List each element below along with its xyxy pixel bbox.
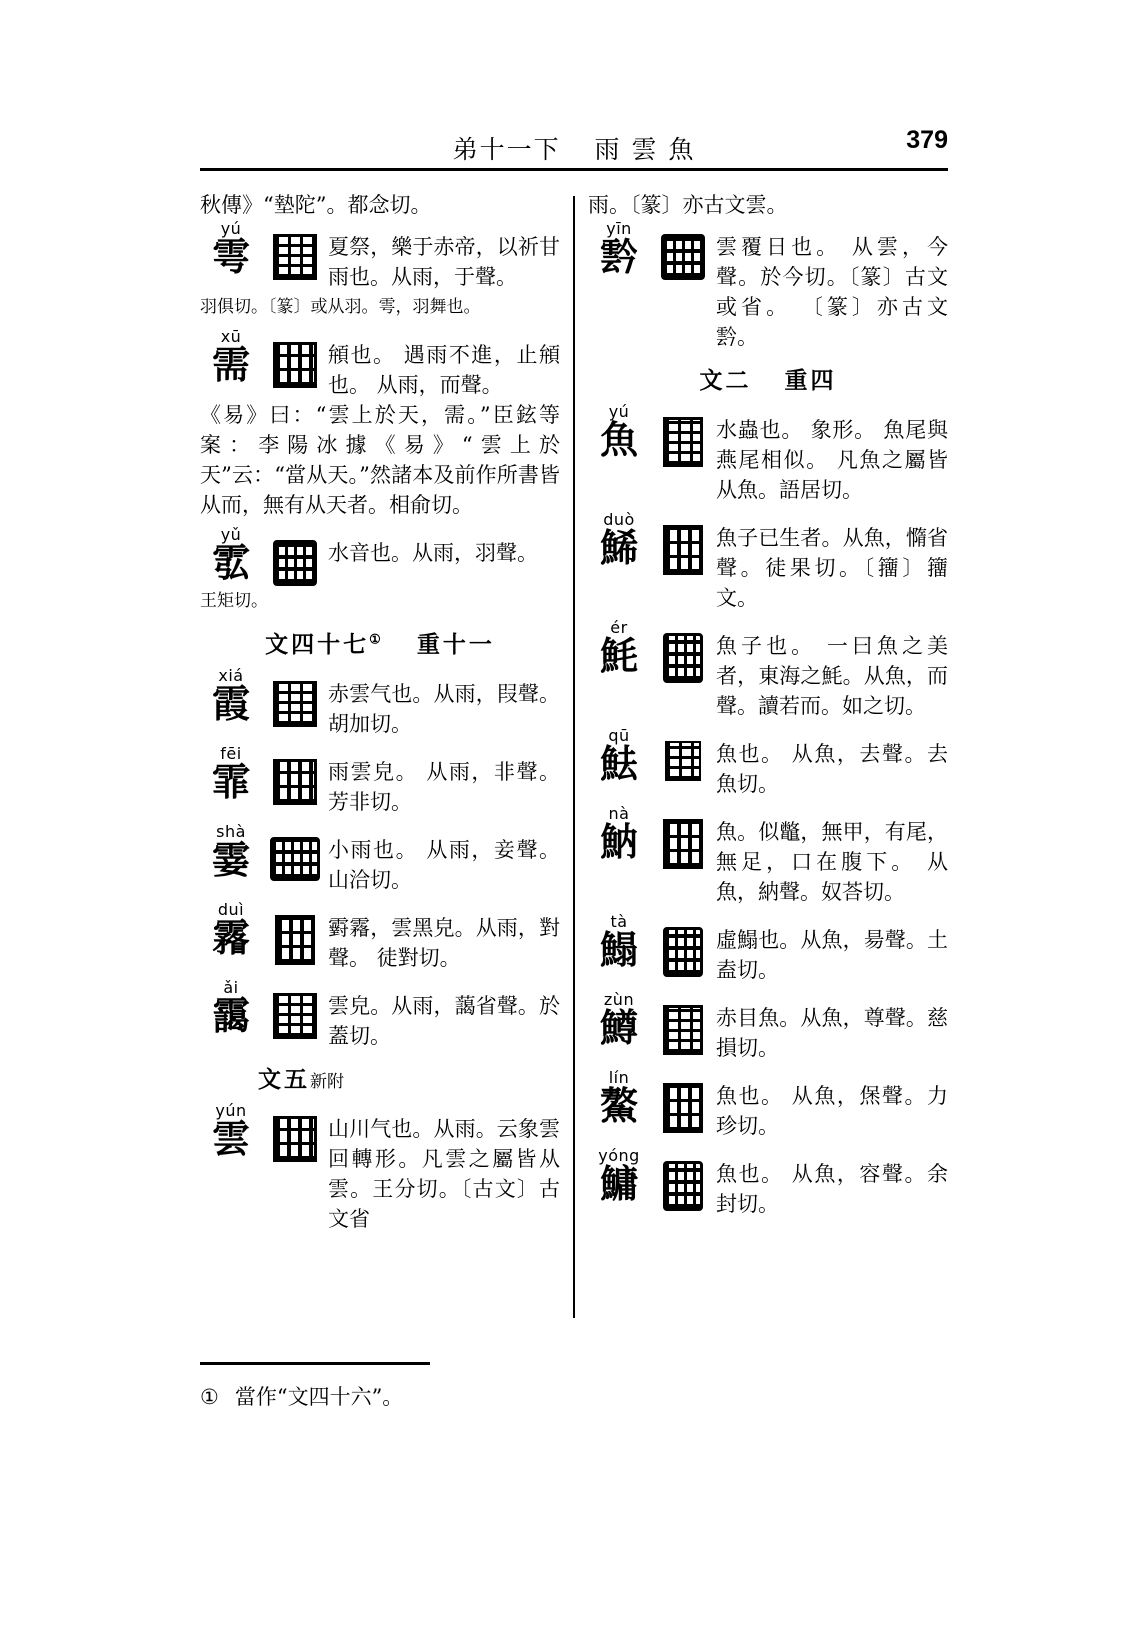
pinyin: duì <box>217 900 245 919</box>
footnote-marker: ① <box>200 1385 219 1409</box>
pinyin: qū <box>608 726 630 745</box>
pinyin: xū <box>220 327 242 346</box>
section-footnote-marker: ① <box>369 632 384 648</box>
headword-cell <box>588 991 650 1048</box>
right-column <box>588 190 948 1330</box>
seal-script-glyph <box>663 819 703 869</box>
headword-char: 魹 <box>599 633 638 678</box>
entry-zun <box>588 991 948 1063</box>
section-repeat-count: 重十一 <box>416 631 495 658</box>
footnote <box>200 1382 800 1412</box>
section-count-text: 文五 <box>258 1066 310 1093</box>
seal-script-glyph <box>273 1116 317 1162</box>
entry-head <box>200 526 560 586</box>
headword-char: 需 <box>211 342 250 387</box>
pinyin: xiá <box>218 666 244 685</box>
entry-head <box>588 403 948 505</box>
entry-head <box>588 1069 948 1141</box>
header-divider <box>200 168 948 171</box>
page-number: 379 <box>906 126 948 154</box>
headword-cell <box>200 328 262 385</box>
headword-cell <box>588 220 650 277</box>
headword-cell <box>200 1102 262 1159</box>
seal-script-glyph <box>270 837 320 881</box>
entry-gloss: 水音也。从雨，羽聲。 <box>328 541 538 565</box>
pinyin: ér <box>610 618 628 637</box>
headword-char: 魶 <box>599 819 638 864</box>
entry-gloss: 水蟲也。 象形。 魚尾與燕尾相似。 凡魚之屬皆从魚。語居切。 <box>716 418 948 502</box>
section-count-label-3 <box>588 362 948 395</box>
entry-gloss: 魚子已生者。从魚，憜省聲。徒果切。〔籒〕籒文。 <box>716 526 948 610</box>
pinyin: duò <box>603 510 635 529</box>
entry-gloss: 魚也。 从魚，㷛聲。力珍切。 <box>716 1084 948 1138</box>
entry-continuation: 羽俱切。〔篆〕或从羽。雩，羽舞也。 <box>200 297 481 317</box>
entry-gloss: 雲覆日也。 从雲，今聲。於今切。〔篆〕古文或省。 〔篆〕亦古文霒。 <box>716 235 948 349</box>
headword-cell <box>588 913 650 970</box>
seal-script-glyph <box>273 540 317 586</box>
headword-cell <box>588 805 650 862</box>
entry-head <box>588 1147 948 1219</box>
headword-char: 雲 <box>211 1116 250 1161</box>
entry-head <box>588 220 948 352</box>
headword-char: 鱅 <box>599 1161 638 1206</box>
entry-dui <box>200 901 560 973</box>
headword-cell <box>588 511 650 568</box>
seal-script-cell <box>650 913 716 977</box>
entry-gloss: 魚子也。 一曰魚之美者，東海之魹。从魚，而聲。讀若而。如之切。 <box>716 634 948 718</box>
seal-script-glyph <box>273 759 317 805</box>
header-title-left: 弟十一下 <box>452 135 561 164</box>
headword-char: 䨎 <box>211 540 250 585</box>
entry-xu <box>200 328 560 520</box>
entry-gloss: 䨴霿，雲黑皃。从雨，對聲。 徒對切。 <box>328 916 560 970</box>
pinyin: nà <box>608 804 630 823</box>
entry-gloss: 山川气也。从雨。云象雲回轉形。凡雲之屬皆从雲。王分切。〔古文〕古文省 <box>328 1117 560 1231</box>
section-count-label-1 <box>200 626 560 659</box>
seal-script-cell <box>650 727 716 781</box>
entry-gloss: 虛鰨也。从魚，昜聲。土盍切。 <box>716 928 948 982</box>
seal-script-glyph <box>663 633 703 683</box>
seal-script-glyph <box>273 681 317 727</box>
pinyin: shà <box>216 822 246 841</box>
headword-cell <box>588 619 650 676</box>
seal-script-cell <box>262 901 328 965</box>
headword-char: 魚 <box>599 417 638 462</box>
entry-head <box>200 220 560 292</box>
section-note: 新附 <box>310 1072 344 1092</box>
seal-script-glyph <box>661 234 705 280</box>
headword-char: 魼 <box>599 741 638 786</box>
entry-head <box>588 727 948 799</box>
entry-continuation: 王矩切。 <box>200 591 268 611</box>
pinyin: lín <box>608 1068 630 1087</box>
seal-script-cell <box>262 823 328 881</box>
headword-char: 鱒 <box>599 1005 638 1050</box>
seal-script-cell <box>650 511 716 575</box>
pinyin: tà <box>610 912 628 931</box>
seal-script-cell <box>650 805 716 869</box>
entry-sha <box>200 823 560 895</box>
header-title-right: 雨 雲 魚 <box>594 135 696 164</box>
entry-gloss: 赤雲气也。从雨，叚聲。胡加切。 <box>328 682 560 736</box>
seal-script-glyph <box>665 741 701 781</box>
headword-char: 霞 <box>211 681 250 726</box>
headword-char: 雩 <box>211 234 250 279</box>
headword-cell <box>200 979 262 1036</box>
pinyin: ǎi <box>223 978 239 997</box>
headword-cell <box>588 727 650 784</box>
seal-script-cell <box>262 1102 328 1162</box>
section-count-text: 文四十七 <box>265 631 370 658</box>
entry-xia <box>200 667 560 739</box>
section-repeat-count: 重四 <box>784 367 837 394</box>
headword-cell <box>588 403 650 460</box>
pinyin: yīn <box>606 219 632 238</box>
entry-yun <box>200 1102 560 1234</box>
entry-lin <box>588 1069 948 1141</box>
seal-script-glyph <box>663 525 703 575</box>
footnote-divider <box>200 1362 430 1365</box>
seal-script-glyph <box>273 234 317 280</box>
headword-char: 霎 <box>211 837 250 882</box>
headword-cell <box>200 667 262 724</box>
headword-char: 霏 <box>211 759 250 804</box>
entry-gloss: 魚也。 从魚，容聲。余封切。 <box>716 1162 948 1216</box>
seal-script-glyph <box>663 1161 703 1211</box>
entry-na <box>588 805 948 907</box>
headword-char: 霿 <box>211 915 250 960</box>
entry-gloss: 雲皃。从雨，藹省聲。於蓋切。 <box>328 994 560 1048</box>
pinyin: fēi <box>220 744 242 763</box>
page-columns <box>200 190 948 1330</box>
entry-duo <box>588 511 948 613</box>
pinyin: yóng <box>598 1146 640 1165</box>
headword-char: 霒 <box>599 234 638 279</box>
seal-script-glyph <box>273 993 317 1039</box>
entry-gloss: 赤目魚。从魚，尊聲。慈損切。 <box>716 1006 948 1060</box>
entry-head <box>588 913 948 985</box>
seal-script-cell <box>262 979 328 1039</box>
entry-gloss: 夏祭，樂于赤帝，以祈甘雨也。从雨，于聲。 <box>328 235 560 289</box>
entry-head <box>588 619 948 721</box>
seal-script-cell <box>650 1069 716 1133</box>
entry-fei <box>200 745 560 817</box>
entry-yong <box>588 1147 948 1219</box>
entry-yu-fish <box>588 403 948 505</box>
entry-head <box>588 805 948 907</box>
seal-script-cell <box>262 220 328 280</box>
pinyin: zùn <box>603 990 635 1009</box>
left-column <box>200 190 560 1330</box>
entry-head <box>200 745 560 817</box>
seal-script-glyph <box>275 915 315 965</box>
seal-script-cell <box>650 991 716 1055</box>
entry-yu-1 <box>200 220 560 322</box>
entry-ai <box>200 979 560 1051</box>
entry-head <box>588 991 948 1063</box>
entry-ta <box>588 913 948 985</box>
entry-head <box>200 667 560 739</box>
seal-script-cell <box>262 328 328 388</box>
footnote-text: 當作“文四十六”。 <box>234 1385 404 1409</box>
entry-gloss: 雨雲皃。 从雨，非聲。 芳非切。 <box>328 760 560 814</box>
headword-char: 靄 <box>211 993 250 1038</box>
seal-script-cell <box>650 220 716 280</box>
headword-cell <box>200 526 262 583</box>
header-title <box>453 130 696 166</box>
page-header <box>200 126 948 166</box>
seal-script-glyph <box>273 342 317 388</box>
headword-cell <box>200 823 262 880</box>
seal-script-glyph <box>663 927 703 977</box>
section-count-label-2 <box>200 1061 560 1094</box>
entry-head <box>200 901 560 973</box>
seal-script-cell <box>262 667 328 727</box>
section-count-text: 文二 <box>699 367 752 394</box>
entry-continuation: 《易》曰：“雲上於天，需。”臣鉉等案：李陽冰據《易》“雲上於天”云：“當从天。”然諸本及前作所書皆从而，無有从天者。相俞切。 <box>200 403 560 517</box>
entry-head <box>200 1102 560 1234</box>
entry-yin <box>588 220 948 352</box>
headword-char: 鰨 <box>599 927 638 972</box>
pinyin: yǔ <box>220 525 242 544</box>
headword-cell <box>200 901 262 958</box>
headword-cell <box>588 1069 650 1126</box>
entry-head <box>588 511 948 613</box>
right-top-continuation: 雨。〔篆〕亦古文雲。 <box>588 193 788 217</box>
headword-cell <box>200 745 262 802</box>
entry-qu <box>588 727 948 799</box>
entry-head <box>200 328 560 400</box>
headword-char: 鰲 <box>599 1083 638 1128</box>
headword-cell <box>588 1147 650 1204</box>
seal-script-glyph <box>663 1083 703 1133</box>
pinyin: yú <box>608 402 630 421</box>
seal-script-cell <box>650 403 716 467</box>
column-divider <box>573 196 575 1318</box>
entry-er <box>588 619 948 721</box>
entry-gloss: 魚也。 从魚，去聲。去魚切。 <box>716 742 948 796</box>
pinyin: yún <box>215 1101 247 1120</box>
entry-head <box>200 979 560 1051</box>
pinyin: yú <box>220 219 242 238</box>
headword-char: 鯑 <box>599 525 638 570</box>
seal-script-glyph <box>663 1005 703 1055</box>
entry-gloss: 䪻也。 遇雨不進，止䪻也。 从雨，而聲。 <box>328 343 560 397</box>
entry-gloss: 魚。似鼈，無甲，有尾，無足，口在腹下。 从魚，納聲。奴荅切。 <box>716 820 948 904</box>
headword-cell <box>200 220 262 277</box>
entry-gloss: 小雨也。 从雨，妾聲。 山洽切。 <box>328 838 560 892</box>
seal-script-cell <box>650 619 716 683</box>
seal-script-cell <box>262 526 328 586</box>
left-top-continuation: 秋傳》“墊陀”。都念切。 <box>200 193 432 217</box>
seal-script-glyph <box>663 417 703 467</box>
seal-script-cell <box>262 745 328 805</box>
seal-script-cell <box>650 1147 716 1211</box>
entry-yu-2 <box>200 526 560 616</box>
entry-head <box>200 823 560 895</box>
